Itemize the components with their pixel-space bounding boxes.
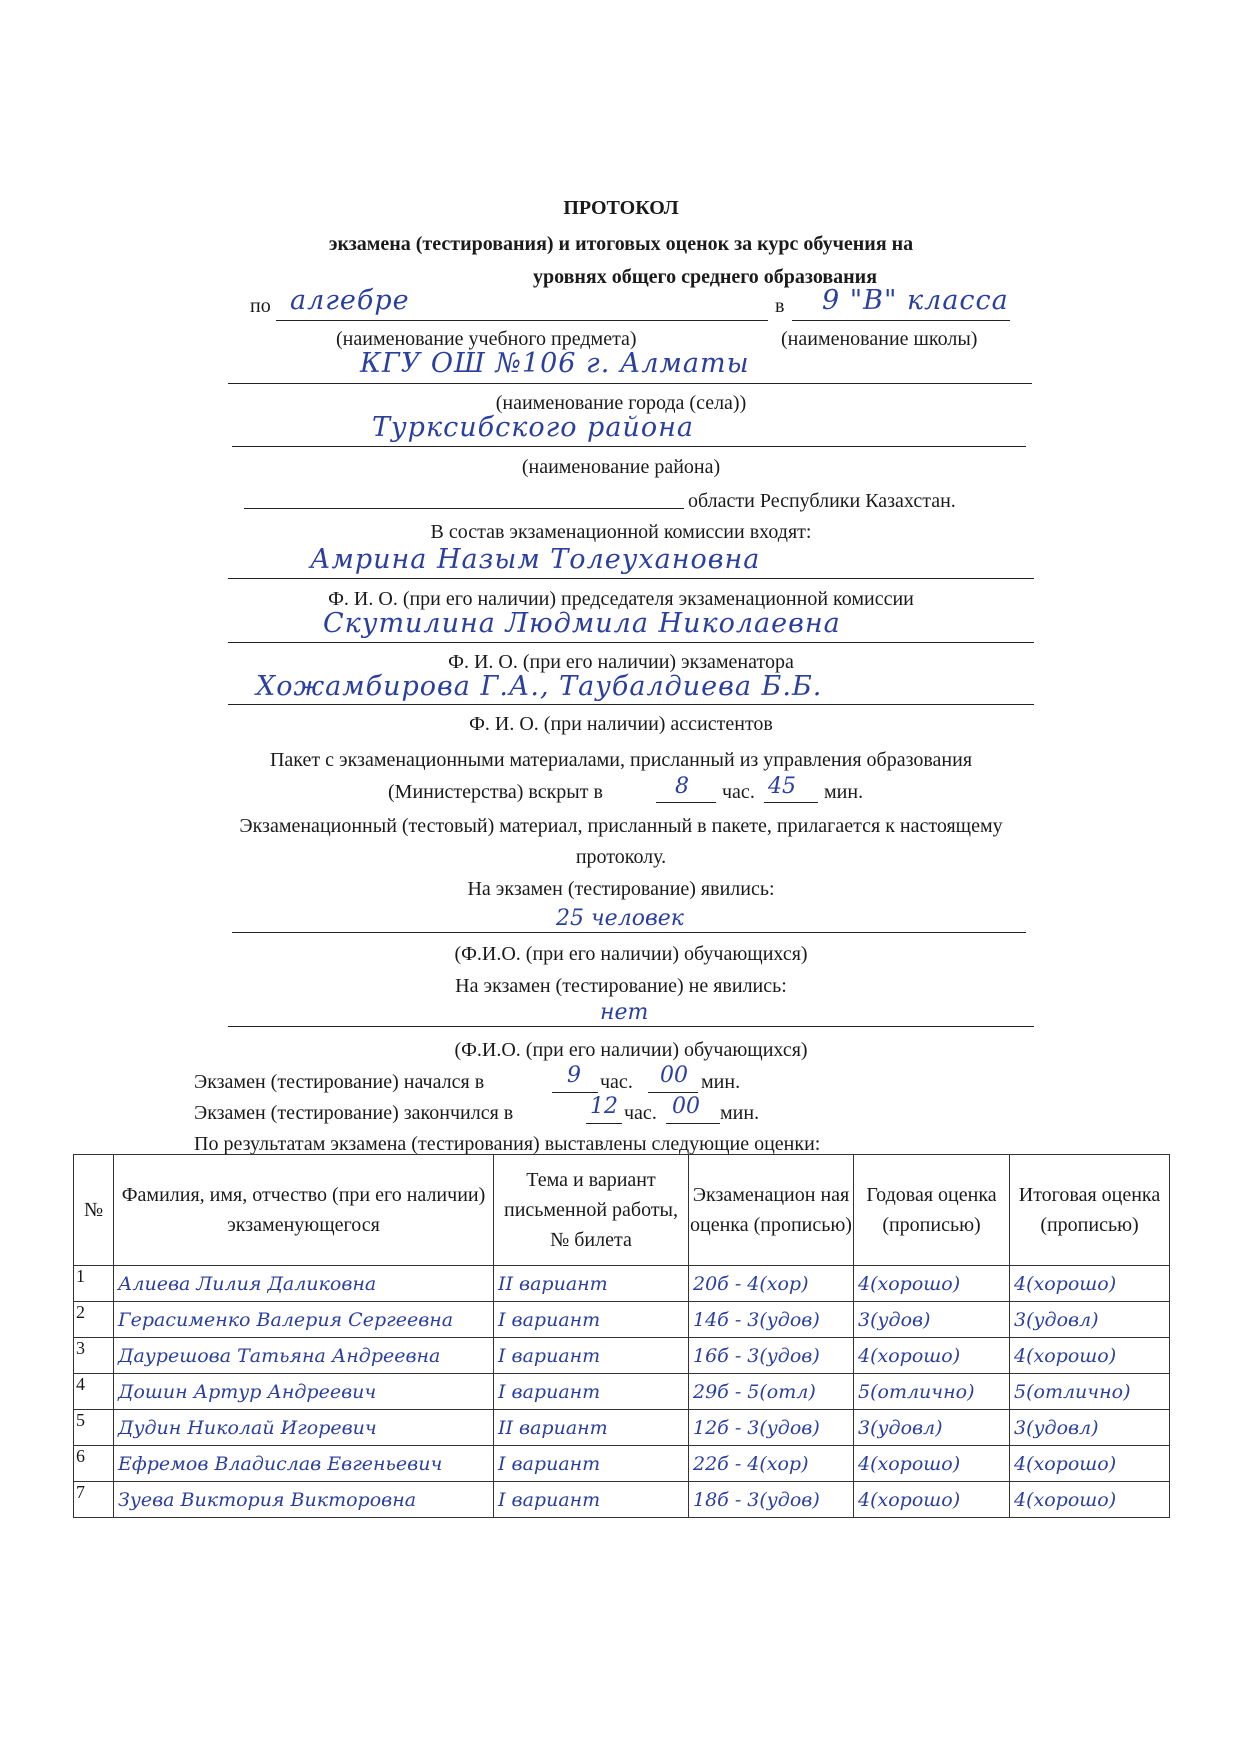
city-line bbox=[228, 383, 1032, 384]
grades-table bbox=[73, 1154, 1170, 1518]
assistants-line bbox=[228, 704, 1034, 705]
district-line bbox=[232, 446, 1026, 447]
present-caption: (Ф.И.О. (при его наличии) обучающихся) bbox=[454, 943, 808, 965]
package-line-2-c: мин. bbox=[824, 781, 864, 803]
results-intro: По результатам экзамена (тестирования) выставлены следующие оценки: bbox=[194, 1133, 821, 1155]
end-a: Экзамен (тестирование) закончился в bbox=[194, 1102, 514, 1124]
col-header-annual-grade: Годовая оценка (прописью) bbox=[854, 1155, 1010, 1266]
annual-grade: 5(отлично) bbox=[854, 1374, 1010, 1410]
material-line-1: Экзаменационный (тестовый) материал, присланный в пакете, прилагается к настоящему bbox=[239, 815, 1003, 837]
exam-grade: 29б - 5(отл) bbox=[689, 1374, 854, 1410]
package-hour-line bbox=[656, 802, 716, 803]
table-row bbox=[74, 1482, 1170, 1518]
col-header-number: № bbox=[74, 1155, 114, 1266]
package-min: 45 bbox=[768, 774, 796, 799]
col-header-name: Фамилия, имя, отчество (при его наличии) экзаменующегося bbox=[114, 1155, 494, 1266]
class-line bbox=[792, 320, 1010, 321]
annual-grade: 4(хорошо) bbox=[854, 1446, 1010, 1482]
po-label: по bbox=[250, 295, 271, 317]
start-min: 00 bbox=[660, 1063, 688, 1088]
city-value: КГУ ОШ №106 г. Алматы bbox=[360, 348, 750, 379]
student-name: Зуева Виктория Викторовна bbox=[114, 1482, 494, 1518]
subtitle-line-1: экзамена (тестирования) и итоговых оценок за курс обучения на bbox=[328, 233, 914, 255]
variant: II вариант bbox=[494, 1266, 689, 1302]
start-hour-line bbox=[552, 1092, 598, 1093]
chairman-caption: Ф. И. О. (при его наличии) председателя экзаменационной комиссии bbox=[328, 588, 914, 610]
student-name: Алиева Лилия Даликовна bbox=[114, 1266, 494, 1302]
final-grade: 5(отлично) bbox=[1010, 1374, 1170, 1410]
final-grade: 4(хорошо) bbox=[1010, 1482, 1170, 1518]
row-number: 3 bbox=[74, 1338, 114, 1374]
page-title: ПРОТОКОЛ bbox=[563, 197, 679, 219]
subject-value: алгебре bbox=[290, 285, 410, 316]
district-caption: (наименование района) bbox=[521, 456, 721, 478]
student-name: Даурешова Татьяна Андреевна bbox=[114, 1338, 494, 1374]
final-grade: 3(удовл) bbox=[1010, 1410, 1170, 1446]
annual-grade: 4(хорошо) bbox=[854, 1266, 1010, 1302]
end-b: час. bbox=[624, 1102, 657, 1124]
variant: I вариант bbox=[494, 1338, 689, 1374]
chairman-line bbox=[228, 578, 1034, 579]
end-min: 00 bbox=[672, 1094, 700, 1119]
table-row bbox=[74, 1446, 1170, 1482]
assistants-value: Хожамбирова Г.А., Таубалдиева Б.Б. bbox=[256, 671, 823, 702]
row-number: 2 bbox=[74, 1302, 114, 1338]
package-min-line bbox=[764, 802, 818, 803]
end-hour: 12 bbox=[590, 1094, 618, 1119]
examiner-value: Скутилина Людмила Николаевна bbox=[323, 608, 841, 639]
exam-grade: 14б - 3(удов) bbox=[689, 1302, 854, 1338]
package-line-1: Пакет с экзаменационными материалами, присланный из управления образования bbox=[269, 749, 973, 771]
variant: I вариант bbox=[494, 1374, 689, 1410]
student-name: Ефремов Владислав Евгеньевич bbox=[114, 1446, 494, 1482]
start-b: час. bbox=[600, 1071, 633, 1093]
annual-grade: 4(хорошо) bbox=[854, 1482, 1010, 1518]
exam-grade: 18б - 3(удов) bbox=[689, 1482, 854, 1518]
region-suffix: области Республики Казахстан. bbox=[688, 490, 956, 512]
start-hour: 9 bbox=[567, 1063, 581, 1088]
absent-line bbox=[228, 1026, 1034, 1027]
table-row bbox=[74, 1410, 1170, 1446]
variant: I вариант bbox=[494, 1446, 689, 1482]
final-grade: 4(хорошо) bbox=[1010, 1266, 1170, 1302]
exam-grade: 22б - 4(хор) bbox=[689, 1446, 854, 1482]
table-row bbox=[74, 1266, 1170, 1302]
row-number: 6 bbox=[74, 1446, 114, 1482]
absent-value: нет bbox=[600, 1000, 649, 1025]
final-grade: 4(хорошо) bbox=[1010, 1338, 1170, 1374]
col-header-final-grade: Итоговая оценка (прописью) bbox=[1010, 1155, 1170, 1266]
row-number: 5 bbox=[74, 1410, 114, 1446]
end-c: мин. bbox=[720, 1102, 760, 1124]
annual-grade: 4(хорошо) bbox=[854, 1338, 1010, 1374]
subject-line bbox=[276, 320, 768, 321]
material-line-2: протоколу. bbox=[575, 846, 667, 868]
commission-intro: В состав экзаменационной комиссии входят: bbox=[430, 521, 812, 543]
present-line bbox=[232, 932, 1026, 933]
end-min-line bbox=[666, 1123, 720, 1124]
col-header-exam-grade: Экзаменацион ная оценка (прописью) bbox=[689, 1155, 854, 1266]
package-line-2-a: (Министерства) вскрыт в bbox=[388, 781, 603, 803]
variant: I вариант bbox=[494, 1302, 689, 1338]
table-header-row bbox=[74, 1155, 1170, 1266]
city-caption: (наименование города (села)) bbox=[495, 392, 747, 414]
end-hour-line bbox=[586, 1123, 622, 1124]
package-hour: 8 bbox=[675, 774, 689, 799]
chairman-value: Амрина Назым Толеухановна bbox=[310, 544, 761, 575]
variant: I вариант bbox=[494, 1482, 689, 1518]
start-c: мин. bbox=[701, 1071, 741, 1093]
exam-grade: 12б - 3(удов) bbox=[689, 1410, 854, 1446]
annual-grade: 3(удов) bbox=[854, 1302, 1010, 1338]
class-value: 9 "В" класса bbox=[822, 285, 1009, 316]
examiner-line bbox=[228, 642, 1034, 643]
exam-grade: 16б - 3(удов) bbox=[689, 1338, 854, 1374]
v-label: в bbox=[775, 295, 785, 317]
present-label: На экзамен (тестирование) явились: bbox=[467, 878, 775, 900]
row-number: 4 bbox=[74, 1374, 114, 1410]
variant: II вариант bbox=[494, 1410, 689, 1446]
row-number: 1 bbox=[74, 1266, 114, 1302]
table-row bbox=[74, 1374, 1170, 1410]
final-grade: 3(удовл) bbox=[1010, 1302, 1170, 1338]
present-value: 25 человек bbox=[556, 906, 684, 931]
student-name: Дудин Николай Игоревич bbox=[114, 1410, 494, 1446]
annual-grade: 3(удовл) bbox=[854, 1410, 1010, 1446]
package-line-2-b: час. bbox=[722, 781, 755, 803]
student-name: Дошин Артур Андреевич bbox=[114, 1374, 494, 1410]
start-a: Экзамен (тестирование) начался в bbox=[194, 1071, 485, 1093]
district-value: Турксибского района bbox=[372, 412, 694, 443]
col-header-variant: Тема и вариант письменной работы, № билета bbox=[494, 1155, 689, 1266]
start-min-line bbox=[648, 1092, 698, 1093]
assistants-caption: Ф. И. О. (при наличии) ассистентов bbox=[469, 713, 773, 735]
subject-caption: (наименование учебного предмета) bbox=[336, 328, 637, 350]
subtitle-line-2: уровнях общего среднего образования bbox=[532, 266, 878, 288]
student-name: Герасименко Валерия Сергеевна bbox=[114, 1302, 494, 1338]
table-row bbox=[74, 1302, 1170, 1338]
examiner-caption: Ф. И. О. (при его наличии) экзаменатора bbox=[448, 651, 794, 673]
region-line bbox=[244, 508, 684, 509]
exam-grade: 20б - 4(хор) bbox=[689, 1266, 854, 1302]
absent-caption: (Ф.И.О. (при его наличии) обучающихся) bbox=[454, 1039, 808, 1061]
absent-label: На экзамен (тестирование) не явились: bbox=[455, 975, 787, 997]
table-row bbox=[74, 1338, 1170, 1374]
row-number: 7 bbox=[74, 1482, 114, 1518]
final-grade: 4(хорошо) bbox=[1010, 1446, 1170, 1482]
school-caption: (наименование школы) bbox=[781, 328, 978, 350]
